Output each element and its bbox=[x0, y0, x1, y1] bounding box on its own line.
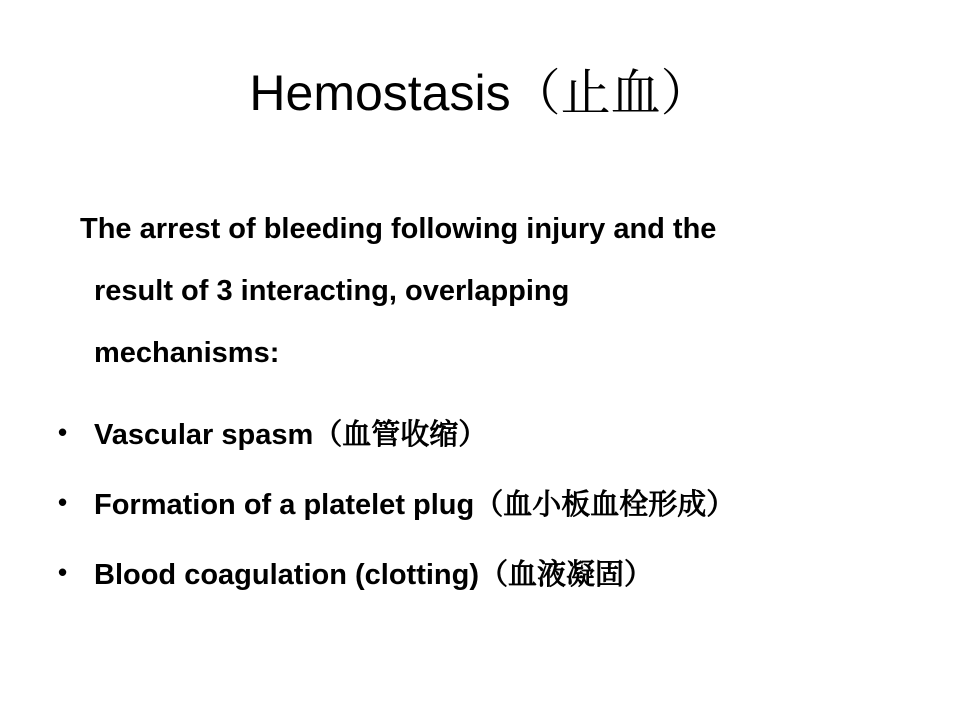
list-item bbox=[58, 537, 938, 607]
intro-line: result of 3 interacting, overlapping bbox=[94, 275, 570, 307]
intro-line: mechanisms: bbox=[94, 337, 280, 369]
list-item bbox=[58, 397, 938, 467]
bullet-icon: • bbox=[58, 486, 68, 517]
bullet-icon: • bbox=[58, 556, 68, 587]
list-item-text: Blood coagulation (clotting)（血液凝固） bbox=[94, 558, 654, 591]
intro-paragraph bbox=[80, 198, 920, 384]
mechanism-list bbox=[58, 397, 938, 607]
slide-title: Hemostasis（止血） bbox=[249, 65, 711, 121]
intro-line: The arrest of bleeding following injury and the bbox=[80, 213, 717, 245]
list-item-text: Vascular spasm（血管收缩） bbox=[94, 418, 488, 451]
bullet-icon: • bbox=[58, 416, 68, 447]
list-item-text: Formation of a platelet plug（血小板血栓形成） bbox=[94, 488, 736, 521]
list-item bbox=[58, 467, 938, 537]
